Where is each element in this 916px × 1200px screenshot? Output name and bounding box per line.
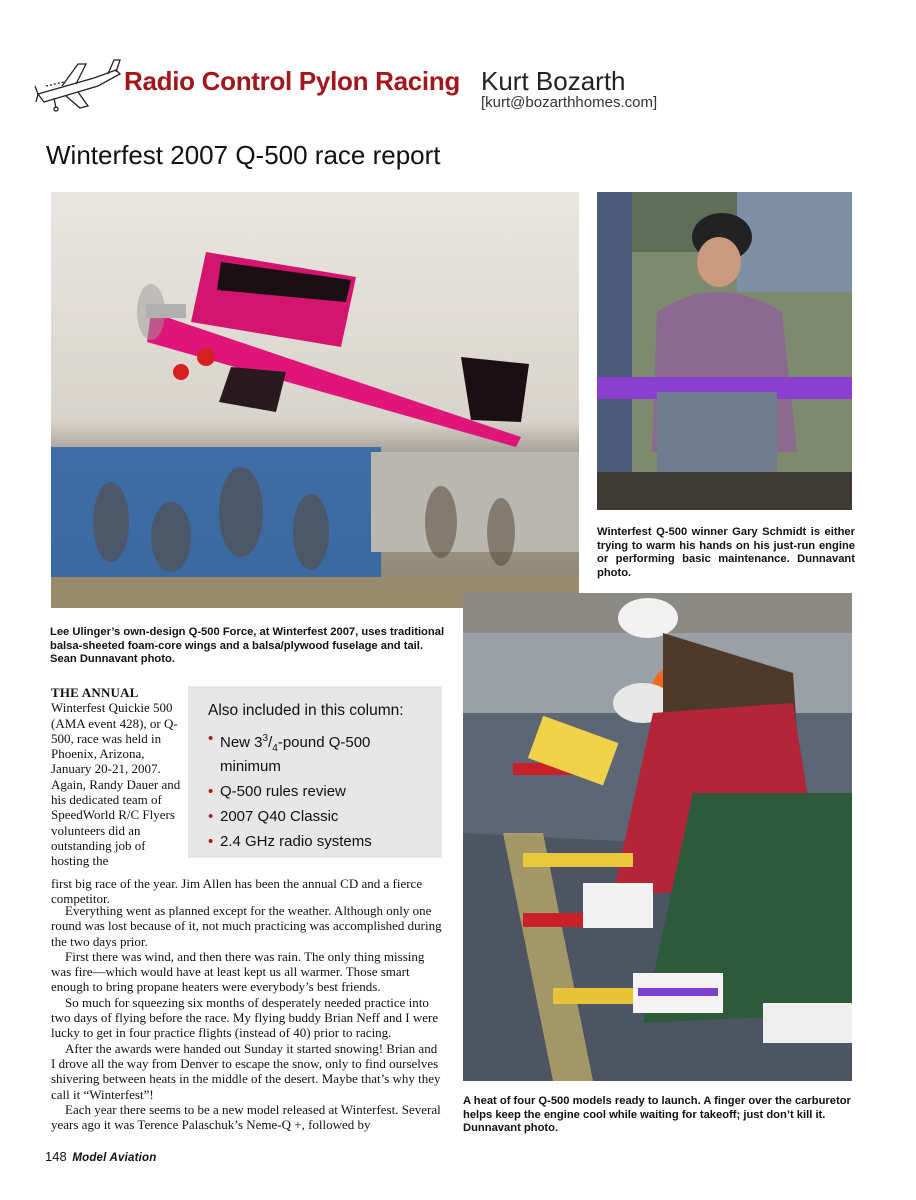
sidebar-list [208,730,428,851]
author-name: Kurt Bozarth [481,66,626,96]
article-body [51,903,443,1132]
article-lead-in: THE ANNUAL [51,685,139,700]
article-paragraph: After the awards were handed out Sunday it started snowing! Brian and I drove all the way from Denver to escape the snow, only to find ourselves shivering between heats in the middle of the desert. Maybe that’s why they call it “Winterfest”! [51,1040,441,1102]
plane-photo-caption: Lee Ulinger’s own-design Q-500 Force, at Winterfest 2007, uses traditional balsa-sheeted foam-core wings and a balsa/plywood fuselage and tail. Sean Dunnavant photo. [50,626,445,665]
also-included-sidebar [188,686,442,858]
pilot-photo-caption: Winterfest Q-500 winner Gary Schmidt is either trying to warm his hands on his just-run engine or performing basic maintenance. Dunnavant photo. [597,526,855,579]
author-email[interactable]: [kurt@bozarthhomes.com] [481,94,658,111]
launch-photo-caption: A heat of four Q-500 models ready to launch. A finger over the carburetor helps keep the engine cool while waiting for takeoff; just don’t kill it. Dunnavant photo. [463,1095,851,1134]
article-paragraph: First there was wind, and then there was rain. The only thing missing was fire—which would have at least kept us all warmer. Those smart enough to bring propane heaters were everybody’s best friends. [51,948,425,995]
sidebar-item-q40-classic: • 2007 Q40 Classic [208,808,428,826]
article-paragraph: Everything went as planned except for the weather. Although only one round was lost because of it, not much practicing was accomplished during the two days prior. [51,903,442,949]
article-intro [51,685,181,869]
sidebar-heading: Also included in this column: [208,702,404,719]
article-paragraph: Each year there seems to be a new model released at Winterfest. Several years ago it was Terence Palaschuk’s Neme-Q +, followed by [51,1101,441,1133]
article-paragraph: So much for squeezing six months of desperately needed practice into two days of flying before the race. My flying buddy Brian Neff and I were lucky to get in four practice flights (instead of 40) prior to racing. [51,994,439,1041]
q500-launch-heat-photo [463,593,852,1081]
sidebar-item-q500-minimum: • New $3^3/_4$-pound Q-500 minimum [208,730,428,776]
page-number: 148 [45,1149,67,1164]
article-intro-text: Winterfest Quickie 500 (AMA event 428), or Q-500, race was held in Phoenix, Arizona, January 20-21, 2007. Again, Randy Dauer and his dedicated team of SpeedWorld R/C Flyers volunteers did an outstanding job of hosting the [51,700,181,869]
column-title: Radio Control Pylon Racing [124,66,460,96]
pilot-gary-schmidt-photo [597,192,852,510]
sidebar-item-rules-review: • Q-500 rules review [208,783,428,801]
plane-in-flight-photo [51,192,579,608]
sidebar-item-radio-systems: • 2.4 GHz radio systems [208,833,428,851]
article-intro-continued: first big race of the year. Jim Allen has been the annual CD and a fierce competitor. [51,876,423,907]
magazine-name: Model Aviation [72,1152,157,1164]
article-title: Winterfest 2007 Q-500 race report [46,140,441,170]
page-footer [45,1149,156,1164]
airplane-logo-icon [34,56,124,112]
